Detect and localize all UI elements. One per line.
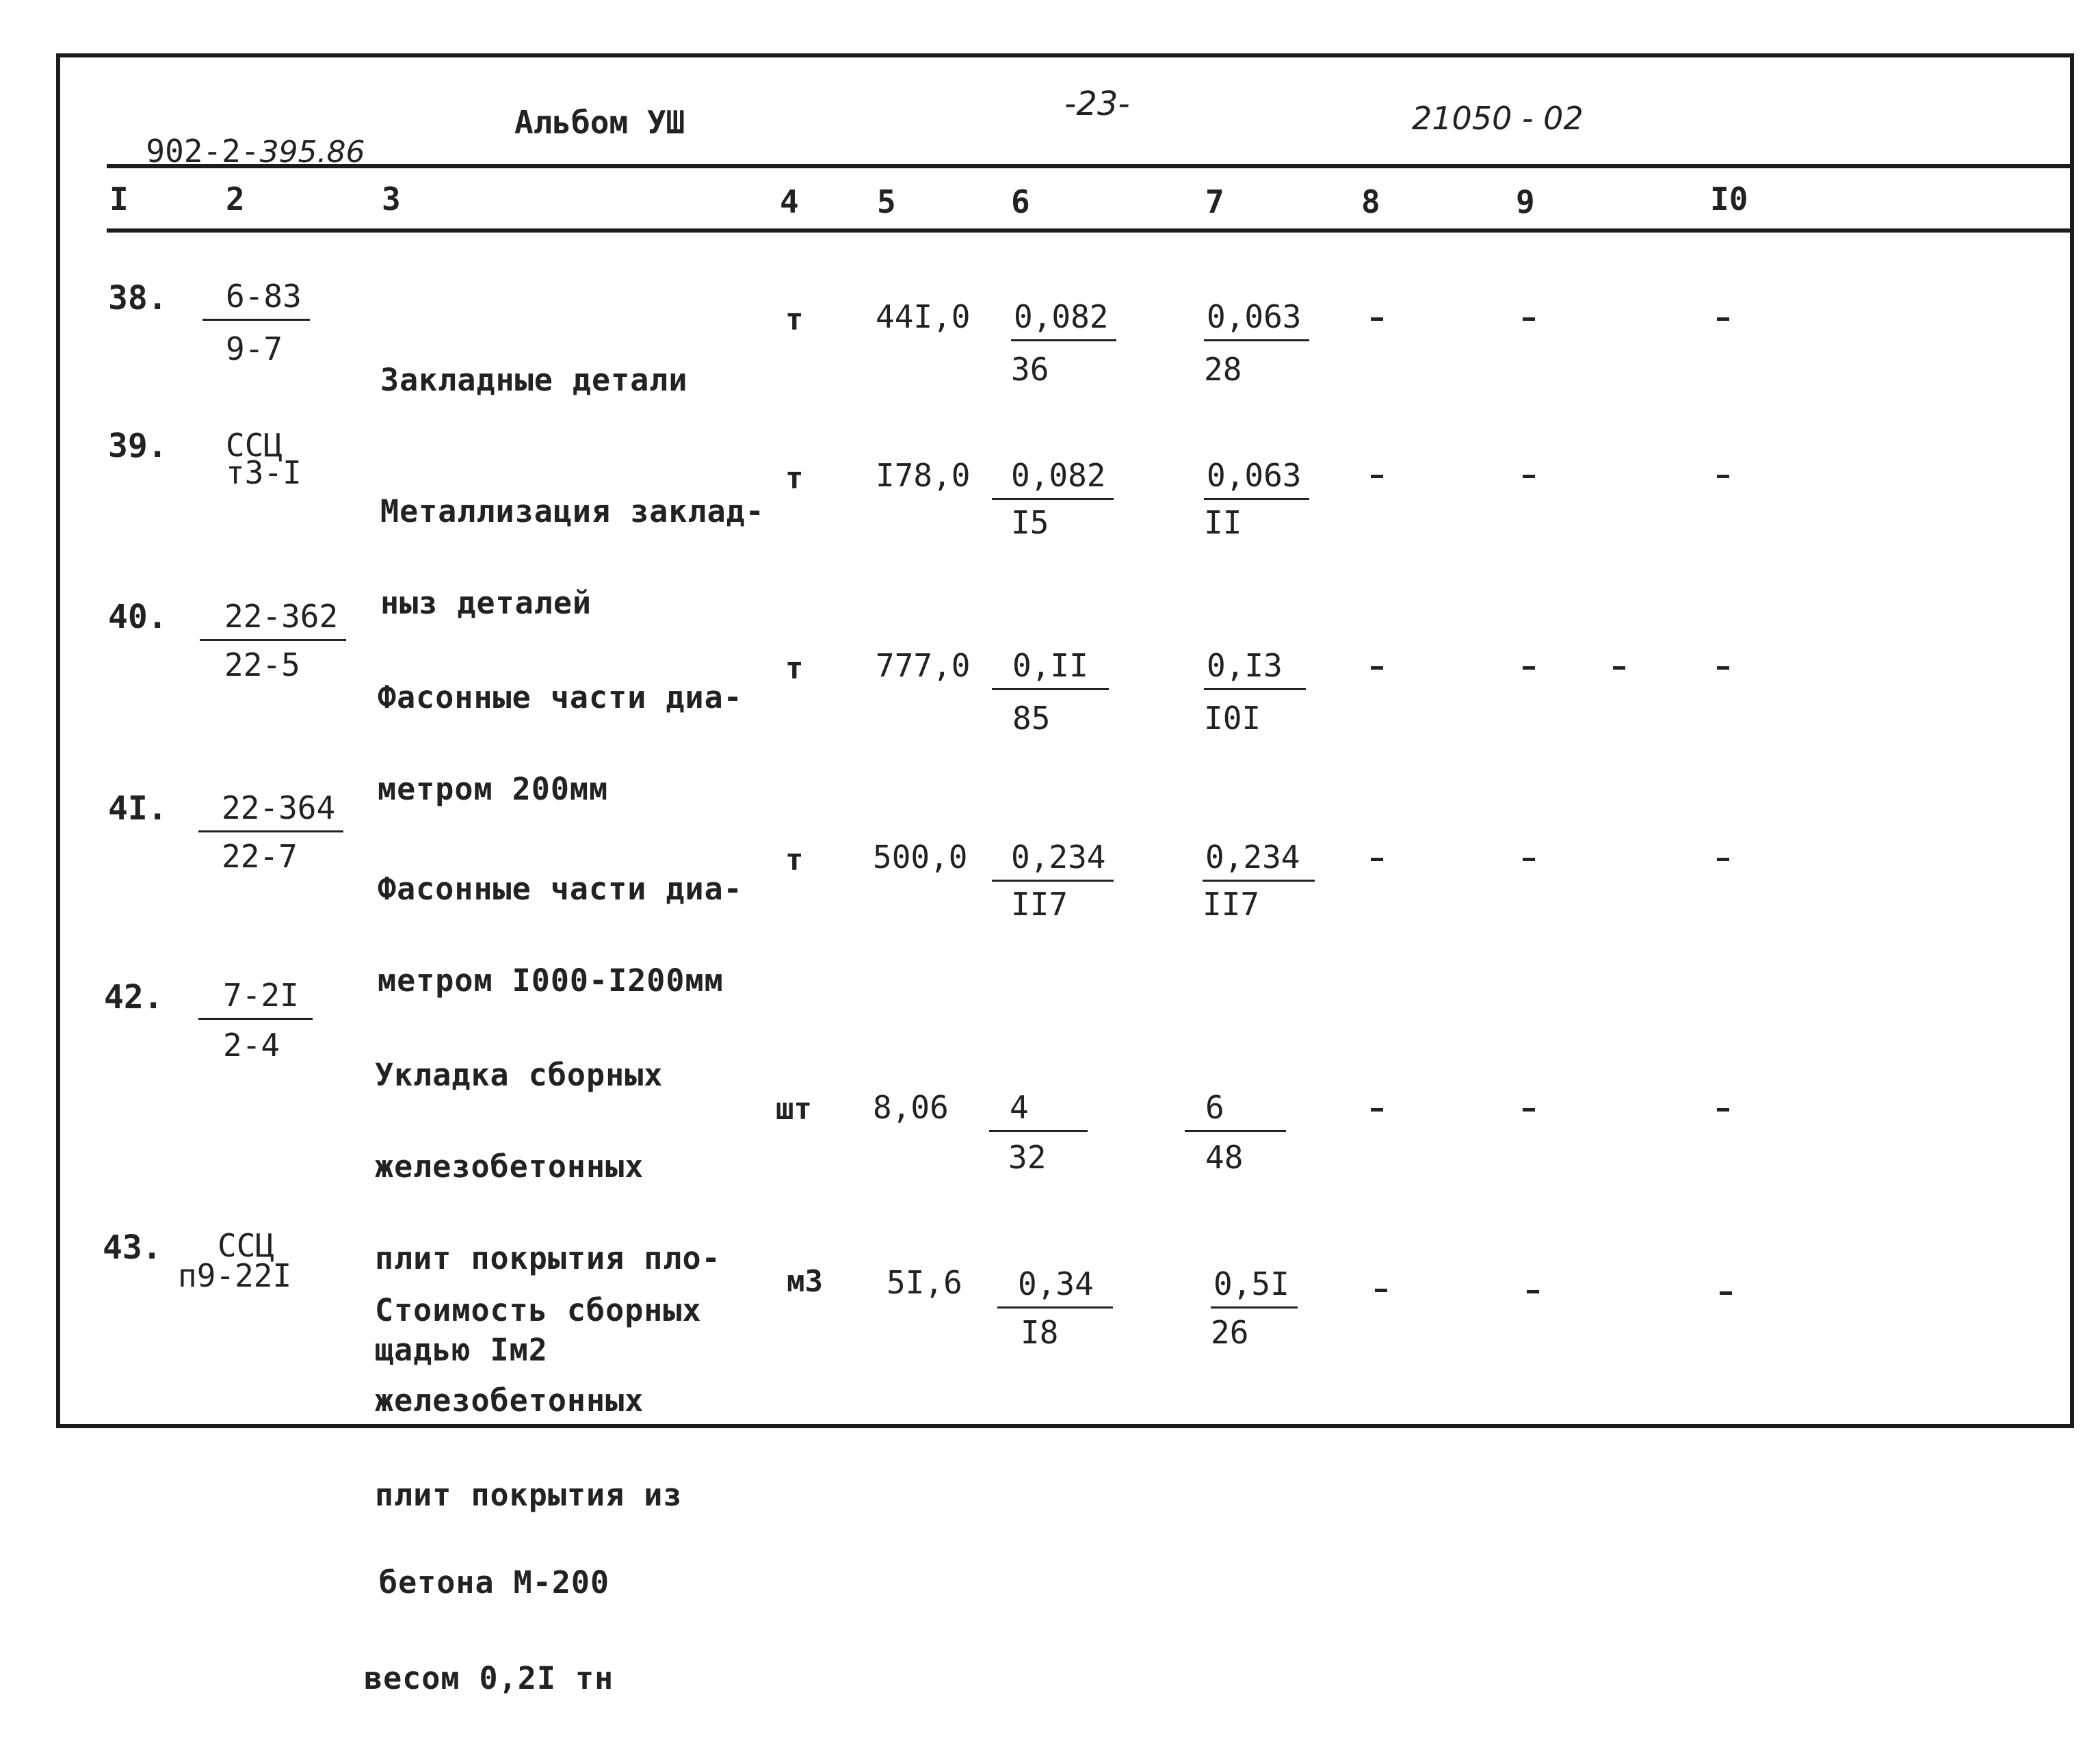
norm-reference (200, 598, 346, 683)
quantity-col7 (1204, 457, 1309, 541)
unit-price: 777,0 (876, 647, 971, 684)
column-number-2: 2 (226, 181, 245, 218)
column-header-rule (107, 228, 2070, 233)
unit: т (785, 461, 804, 496)
unit: т (785, 651, 804, 686)
unit: шт (776, 1092, 812, 1127)
norm-ref-bottom: п9-22I (178, 1257, 292, 1294)
column-number-4: 4 (780, 183, 799, 220)
col6-top: 0,082 (1011, 298, 1116, 341)
col6-top: 4 (989, 1089, 1088, 1132)
desc-line: метром I000-I200мм (378, 962, 724, 999)
desc-line: железобетонных (375, 1382, 644, 1419)
norm-ref-bottom: 2-4 (223, 1027, 280, 1064)
col10-dash (1717, 858, 1729, 861)
col7-top: 6 (1185, 1089, 1286, 1132)
unit-price: 8,06 (873, 1089, 949, 1126)
col8-dash (1371, 1108, 1383, 1112)
unit-price: I78,0 (876, 457, 971, 494)
quantity-col7 (1203, 839, 1315, 923)
quantity-col6 (989, 1089, 1088, 1176)
desc-line: ныз деталей (380, 585, 592, 621)
quantity-col6 (1011, 298, 1116, 388)
col9-dash (1523, 1108, 1535, 1112)
desc-line: плит покрытия из (375, 1477, 683, 1513)
desc-line: Металлизация заклад- (380, 493, 765, 529)
col7-bottom: 26 (1211, 1314, 1249, 1351)
col7-top: 0,063 (1204, 457, 1309, 500)
album-title: Альбом УШ (514, 104, 685, 141)
col6-top: 0,II (992, 647, 1109, 690)
col10-dash (1717, 475, 1729, 478)
column-number-8: 8 (1361, 183, 1380, 220)
row-number: 4I. (108, 789, 168, 828)
col8-dash (1371, 858, 1383, 861)
col6-bottom: I5 (1011, 504, 1049, 541)
doc-number: 21050 - 02 (1412, 100, 1584, 137)
norm-reference (202, 278, 310, 367)
col9-dash (1523, 317, 1535, 321)
unit: м3 (787, 1264, 823, 1299)
col7-bottom: 28 (1204, 351, 1242, 388)
column-number-5: 5 (877, 183, 896, 220)
col10-dash (1717, 666, 1729, 670)
col7-top: 0,234 (1203, 839, 1315, 882)
col8-dash (1371, 475, 1383, 478)
col8-dash (1375, 1289, 1387, 1292)
quantity-col7 (1204, 298, 1309, 388)
quantity-col6 (997, 1265, 1113, 1351)
page-frame (56, 53, 2074, 1428)
col7-bottom: I0I (1204, 700, 1261, 737)
desc-line: Закладные детали (380, 362, 688, 398)
unit: т (785, 843, 804, 878)
norm-ref-top: 6-83 (202, 278, 310, 321)
doc-code-printed: 902-2- (146, 133, 260, 170)
unit-price: 500,0 (873, 839, 968, 876)
norm-ref-bottom: 22-5 (224, 646, 300, 683)
col7-top: 0,I3 (1204, 647, 1306, 690)
desc-line: Фасонные части диа- (378, 679, 743, 715)
row-number: 38. (108, 279, 168, 317)
col10-dash (1717, 1108, 1729, 1112)
col9-dash (1527, 1290, 1539, 1293)
unit-price: 44I,0 (876, 298, 971, 335)
header-rule (107, 164, 2070, 168)
norm-reference (198, 789, 343, 875)
col7-bottom: II (1204, 504, 1242, 541)
column-number-10: I0 (1710, 181, 1748, 218)
quantity-col7 (1185, 1089, 1286, 1176)
row-number: 43. (103, 1228, 162, 1267)
col9-dash (1523, 858, 1535, 861)
col8-dash (1371, 317, 1383, 321)
col6-bottom: II7 (1011, 886, 1068, 923)
col6-bottom: 36 (1011, 351, 1049, 388)
norm-ref-top: ССЦ (218, 1227, 275, 1264)
quantity-col7 (1204, 647, 1306, 737)
row-number: 40. (108, 598, 168, 636)
col10-dash (1717, 317, 1729, 321)
col6-bottom: 32 (1008, 1139, 1047, 1176)
desc-line: Укладка сборных (375, 1057, 664, 1093)
col9b-dash (1613, 666, 1625, 670)
desc-line: метром 200мм (378, 771, 609, 807)
quantity-col6 (992, 839, 1114, 923)
unit: т (785, 302, 804, 337)
column-number-9: 9 (1516, 183, 1535, 220)
col8-dash (1371, 666, 1383, 670)
page-number: -23- (1064, 85, 1130, 123)
norm-ref-bottom: т3-I (226, 454, 302, 491)
col7-bottom: 48 (1205, 1139, 1244, 1176)
col6-top: 0,234 (992, 839, 1114, 882)
col9-dash (1523, 475, 1535, 478)
col7-top: 0,5I (1211, 1265, 1298, 1309)
doc-code-handwritten: 395.86 (259, 135, 365, 170)
unit-price: 5I,6 (887, 1264, 962, 1301)
col6-bottom: I8 (1021, 1314, 1059, 1351)
column-number-7: 7 (1205, 183, 1224, 220)
quantity-col6 (992, 457, 1114, 541)
norm-ref-top: 7-2I (198, 977, 313, 1020)
norm-ref-bottom: 22-7 (222, 838, 298, 875)
col9-dash (1523, 666, 1535, 670)
desc-line: весом 0,2I тн (364, 1660, 614, 1696)
col6-top: 0,34 (997, 1265, 1113, 1309)
row-number: 39. (108, 427, 168, 465)
norm-ref-bottom: 9-7 (226, 330, 283, 367)
column-number-1: I (109, 181, 129, 218)
desc-line: бетона М-200 (379, 1564, 610, 1601)
column-number-6: 6 (1011, 183, 1030, 220)
doc-code (108, 104, 365, 168)
column-number-3: 3 (382, 181, 401, 218)
desc-line: Стоимость сборных (375, 1292, 702, 1328)
norm-ref-top: 22-362 (200, 598, 346, 641)
col6-bottom: 85 (1012, 700, 1051, 737)
desc-line: щадью Iм2 (375, 1332, 548, 1368)
norm-ref-top: ССЦ (226, 427, 283, 464)
col7-bottom: II7 (1203, 886, 1260, 923)
norm-ref-top: 22-364 (198, 789, 343, 832)
col7-top: 0,063 (1204, 298, 1309, 341)
col6-top: 0,082 (992, 457, 1114, 500)
quantity-col6 (992, 647, 1109, 737)
desc-line: железобетонных (375, 1148, 644, 1185)
norm-reference (198, 977, 313, 1064)
quantity-col7 (1211, 1265, 1298, 1351)
desc-line: плит покрытия пло- (375, 1240, 721, 1276)
work-description (364, 1228, 702, 1761)
row-number: 42. (104, 978, 163, 1016)
col10-dash (1720, 1291, 1732, 1295)
desc-line: Фасонные части диа- (378, 871, 743, 907)
